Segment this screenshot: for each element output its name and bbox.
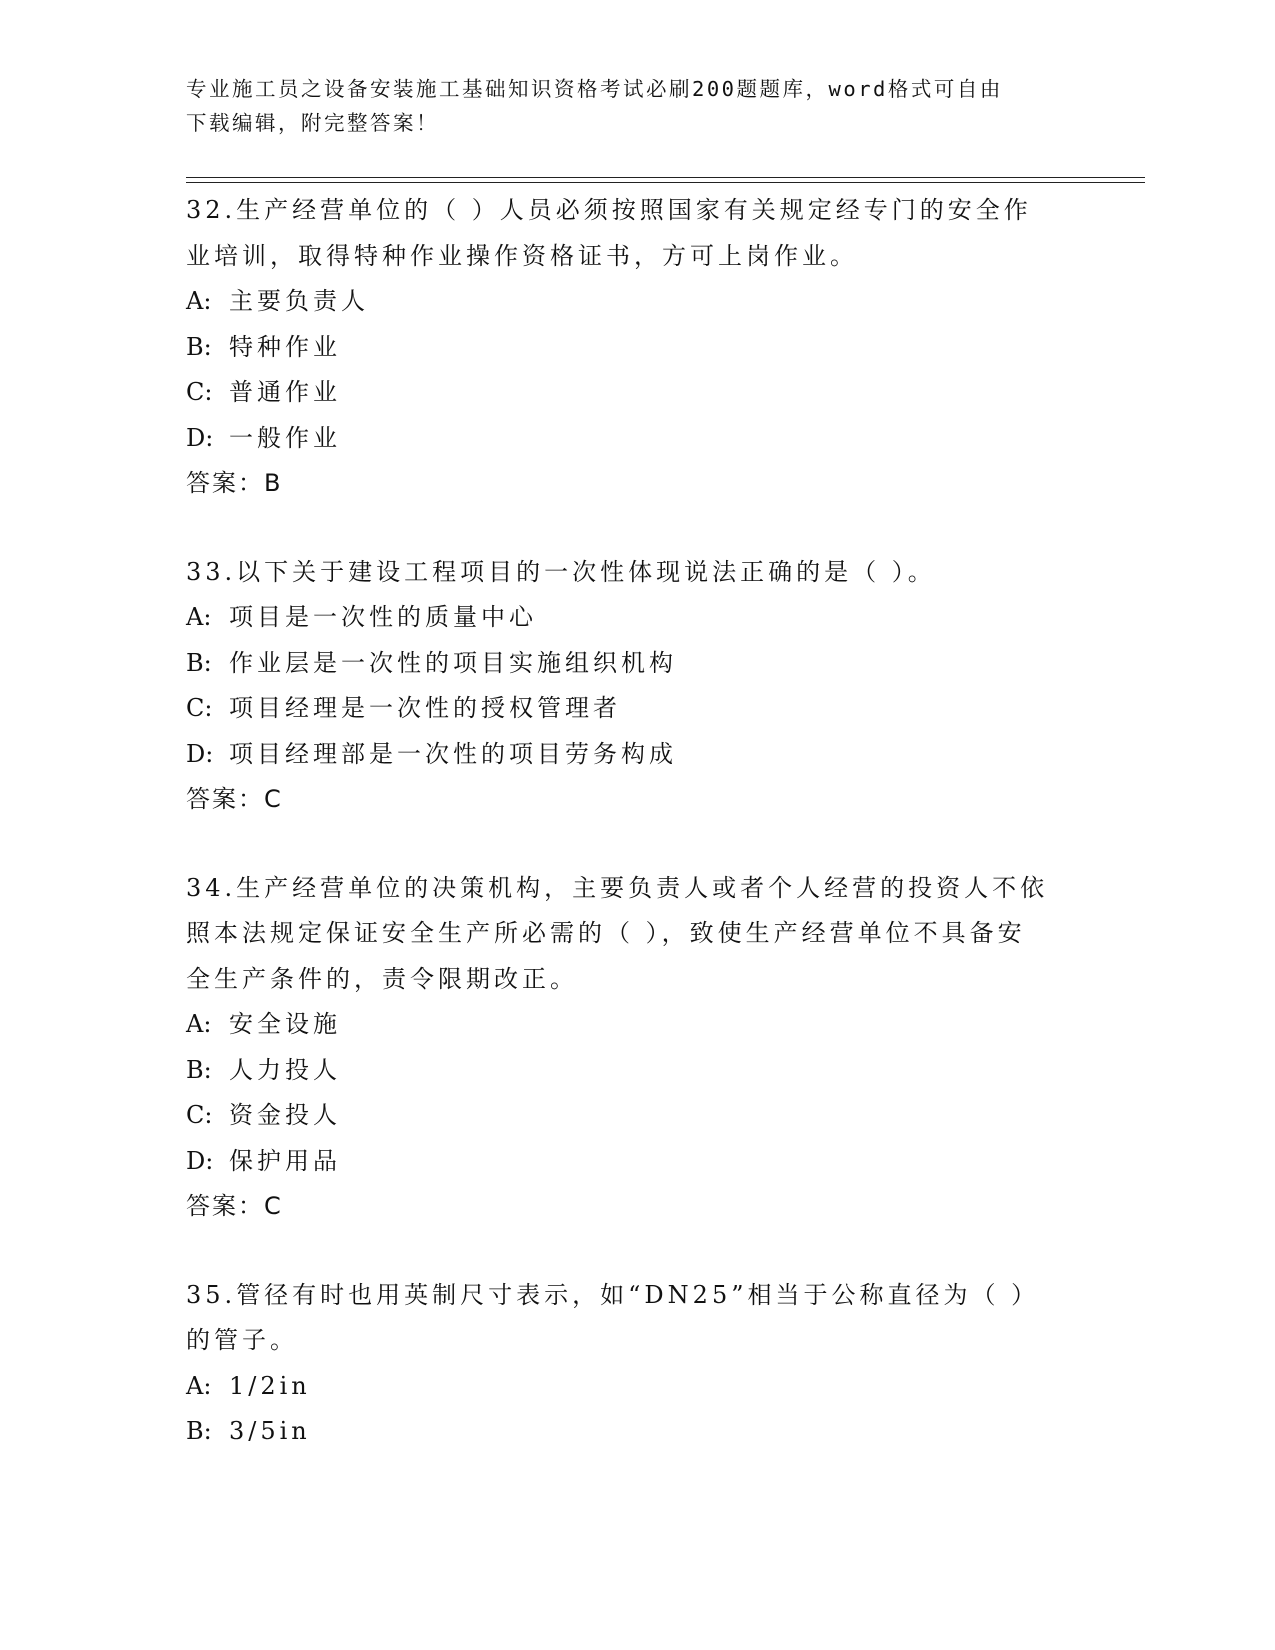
option-text: 一般作业	[229, 423, 341, 452]
option-text: 特种作业	[229, 332, 341, 361]
answer-option	[186, 595, 1086, 641]
option-letter: B:	[186, 1055, 212, 1084]
option-letter: D:	[186, 423, 214, 452]
question-stem-line: 34.生产经营单位的决策机构，主要负责人或者个人经营的投资人不依	[186, 873, 1049, 902]
question-stem-line: 的管子。	[186, 1326, 298, 1354]
option-letter: C:	[186, 1101, 213, 1129]
question-block	[186, 188, 1086, 507]
answer-option	[186, 370, 1086, 416]
option-text: 作业层是一次性的项目实施组织机构	[229, 648, 677, 677]
header-line: 下载编辑，附完整答案！	[186, 111, 439, 135]
option-letter: B:	[186, 648, 212, 677]
option-letter: D:	[186, 1146, 214, 1175]
answer-option	[186, 279, 1086, 325]
option-text: 安全设施	[229, 1010, 341, 1038]
question-block	[186, 550, 1086, 823]
answer-key: 答案：C	[186, 785, 283, 813]
option-text: 项目是一次性的质量中心	[229, 603, 537, 631]
option-letter: A:	[186, 603, 212, 631]
option-letter: C:	[186, 378, 213, 406]
answer-option	[186, 641, 1086, 687]
answer-option	[186, 1002, 1086, 1048]
answer-option	[186, 686, 1086, 732]
option-text: 3/5in	[229, 1417, 311, 1445]
answer-key: 答案：B	[186, 469, 283, 497]
question-stem-line: 32.生产经营单位的（ ）人员必须按照国家有关规定经专门的安全作	[186, 196, 1032, 224]
option-text: 普通作业	[229, 378, 341, 406]
question-stem-line: 33.以下关于建设工程项目的一次性体现说法正确的是（ ）。	[186, 557, 936, 586]
document-header	[186, 72, 1086, 140]
option-letter: D:	[186, 739, 214, 768]
option-letter: A:	[186, 287, 212, 315]
option-letter: B:	[186, 332, 212, 361]
option-letter: A:	[186, 1371, 212, 1400]
option-text: 人力投人	[229, 1055, 341, 1084]
answer-option	[186, 1409, 1086, 1455]
question-list	[186, 188, 1086, 1455]
option-letter: A:	[186, 1010, 212, 1038]
option-text: 主要负责人	[229, 287, 369, 315]
answer-option	[186, 416, 1086, 462]
header-line: 专业施工员之设备安装施工基础知识资格考试必刷200题题库，word格式可自由	[186, 77, 1003, 101]
option-text: 资金投人	[229, 1101, 341, 1129]
answer-key: 答案：C	[186, 1192, 283, 1220]
question-block	[186, 1273, 1086, 1455]
question-stem-line: 全生产条件的，责令限期改正。	[186, 964, 578, 993]
question-stem-line: 业培训，取得特种作业操作资格证书，方可上岗作业。	[186, 241, 858, 270]
answer-option	[186, 1048, 1086, 1094]
option-text: 1/2in	[229, 1371, 311, 1400]
answer-option	[186, 1093, 1086, 1139]
answer-option	[186, 1139, 1086, 1185]
question-stem-line: 照本法规定保证安全生产所必需的（ ），致使生产经营单位不具备安	[186, 919, 1026, 947]
question-stem-line: 35.管径有时也用英制尺寸表示，如“DN25”相当于公称直径为（ ）	[186, 1280, 1040, 1309]
option-text: 项目经理部是一次性的项目劳务构成	[229, 739, 677, 768]
answer-option	[186, 325, 1086, 371]
header-divider	[186, 177, 1145, 178]
answer-option	[186, 1364, 1086, 1410]
option-text: 项目经理是一次性的授权管理者	[229, 694, 621, 722]
option-letter: B:	[186, 1417, 212, 1445]
question-block	[186, 866, 1086, 1230]
option-text: 保护用品	[229, 1146, 341, 1175]
answer-option	[186, 732, 1086, 778]
option-letter: C:	[186, 694, 213, 722]
header-divider	[186, 182, 1145, 183]
